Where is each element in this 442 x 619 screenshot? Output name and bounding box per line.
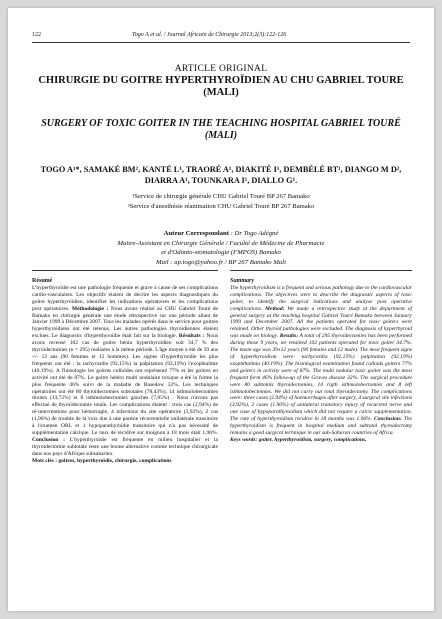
correspondence-block	[32, 229, 410, 267]
correspondence-line-1: Maitre-Assistant en Chirurgie Générale / Faculté de Médecine de Pharmacie	[117, 239, 325, 247]
summary-intro: The hyperthyroidism is a frequent and serious pathology due to the cardiovascular complications. The objectives were to describe the diagnostic aspects of toxic goiter, to identify the surgical indications and analyse post operative complications.	[230, 284, 412, 312]
journal-page	[8, 8, 434, 611]
results-label-en: Results:	[279, 333, 299, 340]
results-text-fr: Nous avons recensé 102 cas de goitre bénin hyperthyroïdien soit 34,7 % des thyroïdectomies (n = 295) réalisées à la même période. L'âge moyen a été de 39 ans +/- 12 ans (90 femmes et 12 hommes). Les signes d'hyperthyroïdie les plus fréquents ont été : la tachycardie (92,15%) la palpitation (92,19%) l'exophtalmie (40,19%). A l'histologie les goitres colloïdes ont représenté 77% et les goitres en activité ont été de 87%. Le goitre hétéro multi nodulaire toxique a été la forme la plus fréquente 46% suivi de la maladie de Basedow 32%. Les techniques opératoires ont été 80 thyroïdectomies subtotales (78,43%), 14 isthmolobectomies droites (13,72%) et 8 isthmolobectomies gauches (7,85%) . Nous n'avons pas effectué de thyroïdectomie totale. Les complications étaient : trois cas (2,94%) de ré-interventions pour hémorragie, 4 infections du site opératoire (3,92%), 2 cas (1,96%) de trouble de la voix due à une parésie récurrentielle unilatérale transitoire à l'examen ORL et 1 hypoparathyroïdie transitoire qui n'a pas nécessité de supplémentation calcique. Le taux de récidive sur moignon à 18 mois était 1,96%.	[32, 333, 218, 436]
summary-heading: Summary	[230, 278, 255, 284]
resume-column	[32, 278, 218, 464]
results-text-en: A total of 295 thyroidectomies has been performed during those 9 years, we retained 102 patients operated for toxic goiter 34.7%. The mean age was 39±12 years (90 females and 12 male). The most frequent signs of hyperthyroidism were: tachycardia (92.15%) palpitation (92.19%) exophthalmia (40.19%). The histological examination found colloids goiters 77% and goiters in activity were of 87%. The multi nodular toxic goiter was the most frequent form 46% follow-up of the Graves disease 32%. The surgical procedure were 80 subtotals thyroidectomies, 14 rigth isthmolobectomies and 8 left isthmolobectomies. We did not carry out total thyroidectomy. The complications were: three cases (2.94%) of haemorrhages after surgery, 4 surgical site infections (3.92%), 2 cases (1.96%) of unilateral transitory injury of recurrent nerve and one case of hypoparathyroidism which did not require a calcic supplementation. The rate of hyperthyroidism recidive in 18 months was 1.96%.	[230, 333, 413, 423]
journal-citation: Togo A et al. / Journal Africain de Chirurgie 2013;2(3):122-126	[132, 32, 287, 38]
page-number: 122	[32, 32, 41, 38]
correspondence-name: : Dr Togo Adégné	[230, 230, 279, 237]
results-label-fr: Résultats :	[178, 333, 205, 340]
resume-intro: L'hyperthyroïdie est une pathologie fréquente et grave à cause de ses complications cardio-vasculaires. Les objectifs étaient de décrire les aspects diagnostiques du goitre hyperthyroïdien, identifier les indications opératoires et les complications post opératoires.	[32, 284, 218, 312]
header-rule	[32, 42, 410, 43]
conclusion-text-fr: L'hyperthyroïdie est fréquente en milieu hospitalier et la thyroïdectomie subtotale reste une bonne alternative comme technique chirurgicale dans nos pays d'Afrique subsaharien.	[32, 436, 218, 457]
affiliation-2: ²Service d'anesthésie réanimation CHU Gabriel Touré BP 267 Bamako	[127, 203, 315, 210]
methodology-label: Méthodologie :	[71, 305, 109, 312]
correspondence-line-2: et d'Odonto-stomatologie (FMPOS) Bamako	[161, 249, 281, 256]
methodology-text: Nous avons réalisé au CHU Gabriel Touré de Bamako en chirurgie générale une étude rétrospective sur une période allant de Janvier 1999 à Décembre 2007. Tous les malades opérés dans le service pour goitres hyperthyroïdiens ont été retenus. Les autres pathologies thyroïdiennes étaient exclues. Le diagnostic d'hyperthyroïdie était fait sur la biologie.	[32, 305, 218, 340]
summary-rule	[230, 270, 412, 271]
article-kind: ARTICLE ORIGINAL	[174, 64, 268, 74]
keywords-label-en: Keys words:	[230, 436, 258, 443]
method-text: We made a retrospective study at the department of general surgery at the teaching hospital Gabriel Touré Bamako between January 1999 and December 2007. All the patients operated for toxic goiters were retained. Other thyroid pathologies were excluded. The diagnosis of hyperthyroid was made on biology.	[230, 305, 413, 340]
keywords-en: goiter, hyperthyroidism, surgery, complications.	[258, 436, 367, 443]
correspondence-label: Auteur Correspondant	[163, 230, 229, 237]
title-french: CHIRURGIE DU GOITRE HYPERTHYROÏDIEN AU CHU GABRIEL TOURE (MALI)	[38, 75, 404, 98]
summary-column	[230, 278, 412, 444]
keywords-label-fr: Mots clés :	[32, 457, 58, 464]
keywords-fr: goitres, hyperthyroïdie, chirurgie, complications	[58, 457, 172, 464]
resume-rule	[32, 270, 218, 271]
method-label: Method:	[265, 305, 285, 312]
affiliation-1: ¹Service de chirurgie générale CHU Gabriel Touré BP 267 Bamako	[132, 193, 310, 200]
correspondence-email: Mail : ap.togo@yahoo.fr / BP 267 Bamako Mali	[156, 258, 286, 266]
author-list: TOGO A¹*, SAMAKÉ BM², KANTÉ L¹, TRAORÉ A¹, DIAKITÉ I¹, DEMBÉLÉ BT¹, DIANGO M D², DIARRA A¹, TOUNKARA I¹, DIALLO G¹.	[40, 165, 402, 185]
conclusion-label-en: Conclusion:	[373, 416, 402, 423]
affiliations	[32, 192, 410, 212]
conclusion-label-fr: Conclusion :	[32, 436, 65, 443]
conclusion-text-en: The hyperthyroidism is frequent in hospital medium and subtotal thyroidectomy remains a good surgical technique in our sub-Saharan countries of Africa.	[230, 416, 413, 436]
resume-heading: Résumé	[32, 278, 53, 284]
title-english: SURGERY OF TOXIC GOITER IN THE TEACHING HOSPITAL GABRIEL TOURÉ (MALI)	[41, 118, 401, 141]
